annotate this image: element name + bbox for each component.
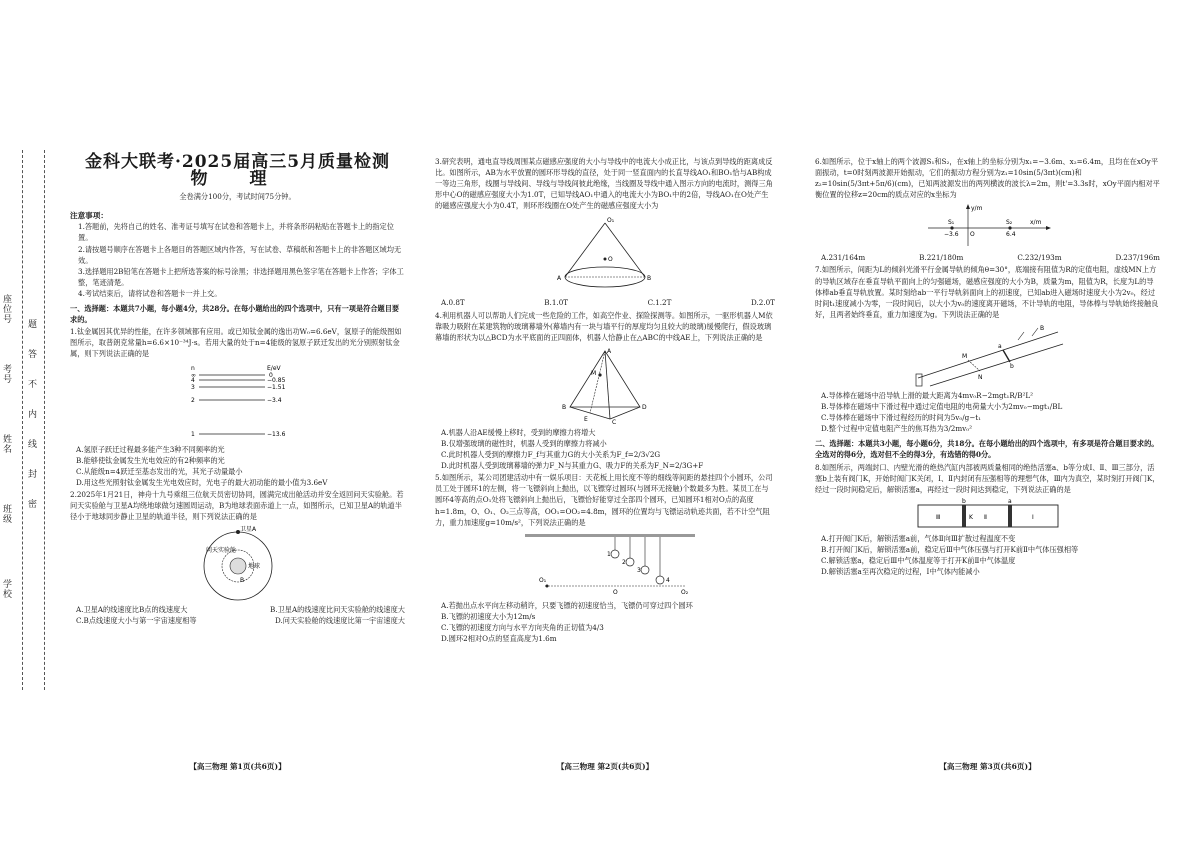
binding-line (44, 150, 45, 690)
fig-label: 6.4 (1005, 231, 1016, 239)
question-1-stem: 1.钛金属因其优异的性能，在许多领域都有应用。或已知钛金属的逸出功W₀=6.6eV，氢原子的能级图如图所示，取普朗克常量h=6.6×10⁻³⁴J·s。若用大量的处于n=4能级的氢原子跃迁发出的光分别照射钛金属，则下列说法正确的是 (70, 327, 402, 359)
fig-label: 1 (607, 550, 611, 558)
fig-label: 地球 (247, 563, 260, 571)
fig-label: O₁ (607, 217, 615, 225)
q6-option: C.232/193m (1017, 253, 1062, 263)
full-score: 全卷满分100分，考试时间75分钟。 (179, 192, 296, 202)
binding-sidebar (0, 150, 62, 710)
level-energy: −0.85 (266, 376, 285, 384)
seal-char: 密 (27, 500, 38, 510)
fig-label: B (1039, 324, 1044, 332)
level-label: 1 (190, 430, 195, 438)
fig-label: 问天实验舱 (205, 547, 236, 555)
q3-option: C.1.2T (647, 298, 672, 308)
note-item: 3.选择题用2B铅笔在答题卡上把所选答案的标号涂黑；非选择题用黑色签字笔在答题卡上作答；字体工整，笔迹清楚。 (78, 266, 404, 287)
q7-option: B.导体棒在磁场中下滑过程中通过定值电阻的电荷量大小为2mv₀−mgt₁/BL (821, 402, 1063, 412)
exam-title: 金科大联考·2025届高三5月质量检测 (84, 152, 391, 172)
sidebar-label-exam-no: 考号 (3, 365, 13, 385)
q1-option: A.氢原子跃迁过程最多能产生3种不同频率的光 (76, 444, 225, 454)
question-3-stem: 3.研究表明，通电直导线周围某点磁感应强度的大小与导线中的电流大小成正比，与该点到导线的距离成反比。如图所示，AB为水平放置的圆环形导线的直径，处于同一竖直面内的长直导线AO₁和BO₁恰与AB构成一等边三角形，线圈与导线间、导线与导线间彼此绝缘，当线圈及导线中通入图示方向的电流时，测得三角形中心O的磁感应强度大小为1.0T，已知导线AO₁中通入的电流大小为BO₁中的2倍，导线AO₁在O处产生的磁感应强度大小为0.4T，则环形线圈在O处产生的磁感应强度大小为 (435, 157, 773, 211)
notes-heading: 注意事项： (70, 211, 108, 221)
level-energy: −13.6 (266, 430, 285, 438)
fig-label: b (961, 497, 966, 505)
fig-label: N (977, 373, 982, 381)
fig-label: b (1009, 362, 1014, 370)
seal-char: 题 (27, 320, 38, 330)
fig-label: 3 (637, 566, 641, 574)
question-7-stem: 7.如图所示，间距为L的倾斜光滑平行金属导轨的倾角θ=30°，底端接有阻值为R的定值电阻，虚线MN上方的导轨区域存在垂直导轨平面向上的匀强磁场，磁感应强度的大小为B，质量为m，阻值为R，长度为L的导体棒ab垂直导轨放置。某时刻给ab一平行导轨斜面向上的初速度，已知ab进入磁场时速度大小为2v₀，经过时间t₁速度减小为零，一段时间后，以大小为v₀的速度离开磁场，不计导轨的电阻，导体棒与导轨始终接触良好，且两者始终垂直，重力加速度为g。下列说法正确的是 (815, 265, 1159, 319)
fig-label: M (961, 352, 967, 360)
section-heading: 二、选择题：本题共3小题，每小题6分，共18分。在每小题给出的四个选项中，有多项是符合题目要求的。全选对的得6分，选对但不全的得3分，有选错的得0分。 (815, 439, 1159, 460)
q7-option: C.导体棒在磁场中下滑过程经历的时间为5v₀/g−t₁ (821, 413, 982, 423)
fig-label: Ⅱ (983, 513, 987, 521)
level-label: 2 (190, 396, 195, 404)
fig-label: B (239, 577, 244, 585)
wave-source-diagram (918, 202, 1058, 250)
tetrahedron-diagram (550, 345, 660, 425)
sidebar-label-name: 姓名 (3, 435, 13, 455)
fig-label: C (612, 418, 617, 425)
q4-option: B.仅增强玻璃的磁性时，机器人受到的摩擦力将减小 (441, 438, 607, 448)
q5-option: A.若抛出点水平向左移动稍许，只要飞镖的初速度恰当，飞镖仍可穿过四个圆环 (441, 600, 693, 610)
q8-option: D.解锁活塞a至再次稳定的过程，Ⅰ中气体内能减小 (821, 567, 980, 577)
question-6-stem: 6.如图所示，位于x轴上的两个波源S₁和S₂，在x轴上的坐标分别为x₁=−3.6m、x₂=6.4m，且均在在xOy平面振动，t=0时刻两波源开始振动，它们的振动方程分别为z₁=10sin(5/3πt)(cm)和z₂=10sin(5/3πt+5π/6)(cm)，已知两波源发出的两列横波的波长λ=2m，则t'=3.3s时，xOy平面内相对平衡位置的位移z=20cm的质点对应的x坐标为 (815, 157, 1160, 200)
page-footer: 【高三物理 第3页(共6页)】 (939, 762, 1036, 771)
level-energy: −1.51 (266, 383, 285, 391)
q3-option: D.2.0T (750, 298, 775, 308)
note-item: 2.请按题号顺序在答题卡上各题目的答题区域内作答，写在试卷、草稿纸和答题卡上的非答题区域均无效。 (78, 244, 402, 265)
seal-char: 内 (27, 410, 38, 420)
q3-option: B.1.0T (544, 298, 569, 308)
level-energy: E/eV (266, 364, 281, 372)
orbit-diagram (178, 524, 298, 602)
question-2-stem: 2.2025年1月21日，神舟十九号乘组三位航天员密切协同，圆满完成出舱活动并安全返回问天实验舱。若问天实验舱与卫星A均绕地球做匀速圆周运动，B为地球表面赤道上一点，如图所示，已知卫星A的轨道半径小于地球同步静止卫星的轨道半径，则下列说法正确的是 (70, 489, 404, 522)
fig-label: B (647, 275, 652, 283)
question-4-stem: 4.利用机器人可以帮助人们完成一些危险的工作，如高空作业、探险探测等。如图所示，一驱形机器人M依靠吸力吸附在某建筑物的玻璃幕墙外(幕墙内有一块与墙平行的厚度均匀且较大的玻璃)缓慢爬行，假设玻璃幕墙的形状为以△BCD为水平底面的正四面体，机器人恰静止在△ABC的中线AE上，下列说法正确的是 (435, 310, 773, 342)
q4-option: D.此时机器人受到玻璃幕墙的弹力F_N与其重力G、吸力F的关系为F_N=2/3G+F (441, 461, 704, 471)
seal-char: 不 (27, 380, 38, 390)
exam-subject: 物 理 (190, 169, 285, 190)
q2-option: B.卫星A的线速度比问天实验舱的线速度大 (270, 605, 405, 615)
q5-option: B.飞镖的初速度大小为12m/s (441, 611, 536, 621)
q5-option: D.圆环2相对O点的竖直高度为1.6m (441, 633, 557, 643)
fig-label: Ⅲ (935, 513, 940, 521)
seal-char: 封 (27, 470, 38, 480)
fig-label: Ⅰ (1031, 513, 1034, 521)
fig-label: y/m (970, 205, 982, 213)
fig-label: B (562, 403, 567, 411)
q3-option: A.0.8T (441, 298, 465, 308)
level-label: n (190, 364, 195, 372)
q8-option: B.打开阀门K后，解锁活塞a前，稳定后Ⅲ中气体压强与打开K前Ⅱ中气体压强相等 (821, 544, 1079, 554)
seal-char: 答 (27, 350, 38, 360)
fig-label: O (969, 231, 975, 239)
fig-label: K (968, 513, 973, 521)
section-heading: 一、选择题：本题共7小题，每小题4分，共28分。在每小题给出的四个选项中，只有一项是符合题目要求的。 (70, 304, 400, 325)
page-footer: 【高三物理 第2页(共6页)】 (556, 762, 654, 771)
note-item: 1.答题前，先将自己的姓名、准考证号填写在试卷和答题卡上，并将条形码粘贴在答题卡上的指定位置。 (78, 222, 394, 243)
page-2 (435, 155, 775, 644)
level-label: ∞ (190, 371, 196, 379)
fig-label: O (613, 588, 618, 596)
q8-option: A.打开阀门K后，解锁活塞a前，气体Ⅱ向Ⅲ扩散过程温度不变 (821, 533, 1016, 543)
fig-label: 4 (666, 576, 670, 584)
rings-diagram (505, 530, 705, 598)
fig-label: O (608, 256, 613, 264)
fig-label: D (642, 403, 647, 411)
q1-option: C.从能级n=4跃迁至基态发出的光，其光子动量最小 (76, 466, 243, 476)
fig-label: M (591, 369, 597, 377)
q6-option: A.231/164m (821, 253, 866, 263)
fig-label: E (584, 415, 588, 423)
fig-label: O₁ (539, 576, 547, 584)
energy-level-diagram (183, 362, 293, 442)
seal-char: 线 (27, 440, 38, 450)
fig-label: a (997, 342, 1002, 350)
level-label: 3 (190, 383, 195, 391)
q8-option: C.解锁活塞a，稳定后Ⅲ中气体温度等于打开K前Ⅱ中气体温度 (821, 555, 1016, 565)
cylinder-diagram (908, 497, 1068, 531)
q4-option: A.机器人沿AE缓慢上移时，受到的摩擦力将增大 (441, 427, 596, 437)
current-loop-diagram (545, 213, 665, 295)
fig-label: O₂ (681, 588, 689, 596)
question-8-stem: 8.如图所示，两端封口、内壁光滑的绝热汽缸内部被两质量相同的绝热活塞a、b等分成Ⅰ、Ⅱ、Ⅲ三部分，活塞b上装有阀门K，开始时阀门K关闭，Ⅰ、Ⅱ内封闭有压强相等的理想气体，Ⅲ内为真空，某时刻打开阀门K，经过一段时间稳定后，解锁活塞a，再经过一段时间达到稳定，下列说法正确的是 (815, 462, 1160, 494)
incline-rail-diagram (908, 322, 1068, 388)
fig-label: S₂ (1005, 219, 1012, 227)
fig-label: 卫星A (239, 526, 256, 534)
binding-line (22, 150, 23, 690)
q4-option: C.此时机器人受到的摩擦力F_f与其重力G的大小关系为F_f=2/3√2G (441, 450, 661, 460)
q2-option: A.卫星A的线速度比B点的线速度大 (76, 605, 188, 615)
sidebar-label-class: 班级 (3, 505, 13, 525)
fig-label: x/m (1029, 219, 1041, 227)
q2-option: D.问天实验舱的线速度比第一宇宙速度大 (275, 616, 405, 626)
page-footer: 【高三物理 第1页(共6页)】 (189, 762, 286, 771)
level-label: 4 (190, 376, 195, 384)
fig-label: A (607, 347, 612, 355)
q7-option: A.导体棒在磁场中沿导轨上滑的最大距离为4mv₀R−2mgt₁R/B²L² (821, 390, 1034, 400)
page-1 (70, 152, 405, 626)
level-energy: −3.4 (266, 396, 282, 404)
q7-option: D.整个过程中定值电阻产生的焦耳热为3/2mv₀² (821, 424, 972, 434)
q6-option: D.237/196m (1115, 253, 1160, 263)
q1-option: B.能够使钛金属发生光电效应的有2种频率的光 (76, 455, 225, 465)
q1-option: D.用这些光照射钛金属发生光电效应时，光电子的最大初动能的最小值为3.6eV (76, 477, 328, 487)
fig-label: a (1007, 497, 1012, 505)
fig-label: S₁ (947, 219, 954, 227)
fig-label: 2 (622, 558, 626, 566)
sidebar-label-school: 学校 (3, 580, 13, 600)
fig-label: A (557, 275, 562, 283)
question-5-stem: 5.如图所示，某公司团建活动中有一娱乐项目：天花板上用长度不等的细线等间距的悬挂四个小圆环，公司员工处于圆环1的左侧，将一飞镖斜向上抛出，以飞镖穿过圆环(与圆环无接触)个数最多为胜。某员工在与圆环4等高的点O₁处将飞镖斜向上抛出后，飞镖恰好能穿过全部四个圆环，已知圆环1相对O点的高度h=1.8m，O、O₁、O₂三点等高，OO₁=OO₂=4.8m，圆环的位置均与飞镖运动轨迹共面，若不计空气阻力，重力加速度g=10m/s²，下列说法正确的是 (435, 473, 773, 527)
note-item: 4.考试结束后，请将试卷和答题卡一并上交。 (78, 288, 222, 298)
q2-option: C.B点线速度大小与第一宇宙速度相等 (76, 616, 197, 626)
page-3 (815, 155, 1160, 577)
fig-label: −3.6 (943, 231, 959, 239)
level-energy: 0 (268, 371, 273, 379)
q5-option: C.飞镖的初速度方向与水平方向夹角的正切值为4/3 (441, 622, 604, 632)
sidebar-label-seat: 座位号 (3, 295, 13, 325)
q6-option: B.221/180m (919, 253, 964, 263)
